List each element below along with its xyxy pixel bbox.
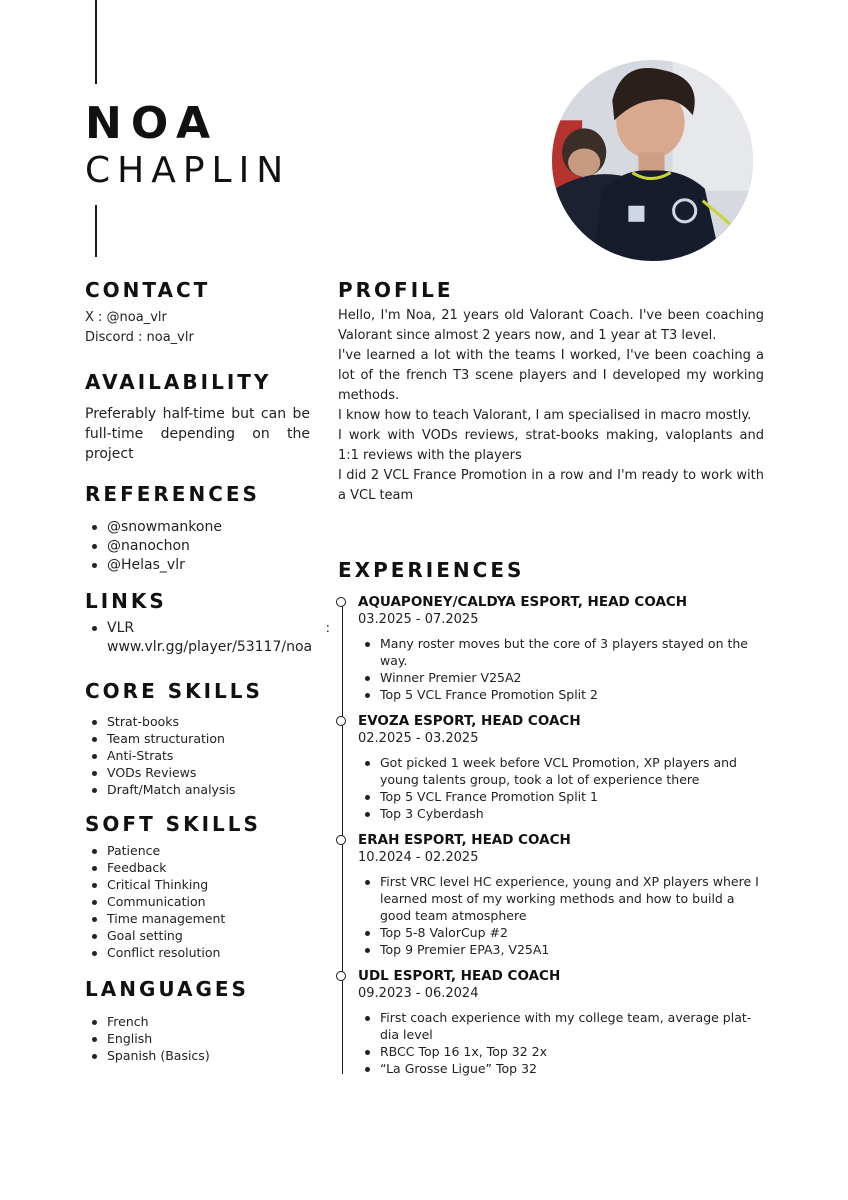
languages-heading: LANGUAGES (85, 977, 249, 1001)
references-heading: REFERENCES (85, 482, 260, 506)
experience-bullet: Top 5 VCL France Promotion Split 1 (358, 788, 764, 805)
links-section (85, 589, 330, 657)
soft-skill-item: Feedback (85, 859, 310, 876)
experience-bullets (358, 754, 764, 822)
experience-bullet: Many roster moves but the core of 3 players stayed on the way. (358, 635, 764, 669)
links-list (85, 619, 330, 657)
experience-entry (338, 713, 764, 822)
experience-title: EVOZA ESPORT, HEAD COACH (358, 713, 581, 729)
contact-x: X : @noa_vlr (85, 310, 167, 325)
reference-item: @nanochon (85, 537, 310, 556)
language-item: French (85, 1013, 310, 1030)
core-skills-list (85, 713, 310, 798)
link-label: VLR (107, 620, 135, 636)
soft-skill-item: Patience (85, 842, 310, 859)
experience-bullet: Top 5-8 ValorCup #2 (358, 924, 764, 941)
language-item: Spanish (Basics) (85, 1047, 310, 1064)
availability-heading: AVAILABILITY (85, 370, 272, 394)
soft-skills-heading: SOFT SKILLS (85, 812, 261, 836)
soft-skills-section (85, 812, 310, 961)
core-skills-heading: CORE SKILLS (85, 679, 263, 703)
soft-skills-list (85, 842, 310, 961)
profile-paragraph: I work with VODs reviews, strat-books making, valoplants and 1:1 reviews with the players (338, 428, 764, 463)
experience-bullet: First VRC level HC experience, young and XP players where I learned most of my working methods and how to build a good team atmosphere (358, 873, 764, 924)
profile-paragraph: Hello, I'm Noa, 21 years old Valorant Coach. I've been coaching Valorant since almost 2 years now, and 1 year at T3 level. (338, 308, 764, 343)
experiences-heading: EXPERIENCES (338, 558, 525, 582)
profile-photo (552, 60, 753, 261)
experience-bullet: Winner Premier V25A2 (358, 669, 764, 686)
core-skill-item: Draft/Match analysis (85, 781, 310, 798)
soft-skill-item: Conflict resolution (85, 944, 310, 961)
experience-bullets (358, 1009, 764, 1077)
soft-skill-item: Time management (85, 910, 310, 927)
experience-bullet: Top 5 VCL France Promotion Split 2 (358, 686, 764, 703)
experience-entry (338, 832, 764, 958)
experience-entry (338, 968, 764, 1077)
experience-title: UDL ESPORT, HEAD COACH (358, 968, 561, 984)
last-name: CHAPLIN (85, 150, 291, 191)
timeline-node-icon (336, 835, 346, 845)
decorative-line-top (95, 0, 97, 84)
core-skills-section (85, 679, 310, 798)
availability-section (85, 370, 310, 464)
experience-bullet: Top 9 Premier EPA3, V25A1 (358, 941, 764, 958)
contact-section (85, 278, 310, 348)
core-skill-item: Strat-books (85, 713, 310, 730)
reference-item: @Helas_vlr (85, 556, 310, 575)
availability-text: Preferably half-time but can be full-time depending on the project (85, 406, 310, 462)
experience-bullet: “La Grosse Ligue” Top 32 (358, 1060, 764, 1077)
experience-date: 09.2023 - 06.2024 (358, 986, 479, 1001)
core-skill-item: Team structuration (85, 730, 310, 747)
contact-heading: CONTACT (85, 278, 211, 302)
links-heading: LINKS (85, 589, 167, 613)
link-item-vlr[interactable] (85, 619, 330, 657)
profile-photo-illustration (552, 60, 753, 261)
link-url[interactable]: www.vlr.gg/player/53117/noa (107, 639, 313, 655)
references-section (85, 482, 310, 575)
experience-date: 10.2024 - 02.2025 (358, 850, 479, 865)
profile-paragraph: I've learned a lot with the teams I worked, I've been coaching a lot of the french T3 scene players and I developed my working methods. (338, 348, 764, 403)
languages-list (85, 1013, 310, 1064)
core-skill-item: Anti-Strats (85, 747, 310, 764)
right-column (338, 278, 764, 506)
experience-bullets (358, 873, 764, 958)
experience-bullets (358, 635, 764, 703)
experience-entry (338, 594, 764, 703)
experience-bullet: First coach experience with my college team, average plat-dia level (358, 1009, 764, 1043)
decorative-line-bottom (95, 205, 97, 257)
left-column (85, 278, 330, 1064)
first-name: NOA (85, 98, 220, 149)
reference-item: @snowmankone (85, 518, 310, 537)
soft-skill-item: Goal setting (85, 927, 310, 944)
core-skill-item: VODs Reviews (85, 764, 310, 781)
experience-bullet: Top 3 Cyberdash (358, 805, 764, 822)
timeline-node-icon (336, 597, 346, 607)
soft-skill-item: Critical Thinking (85, 876, 310, 893)
languages-section (85, 977, 310, 1064)
link-colon: : (325, 621, 330, 636)
experience-title: AQUAPONEY/CALDYA ESPORT, HEAD COACH (358, 594, 688, 610)
soft-skill-item: Communication (85, 893, 310, 910)
timeline-node-icon (336, 716, 346, 726)
profile-section (338, 278, 764, 506)
contact-discord: Discord : noa_vlr (85, 330, 194, 345)
experience-bullet: Got picked 1 week before VCL Promotion, XP players and young talents group, took a lot of experience there (358, 754, 764, 788)
experience-date: 02.2025 - 03.2025 (358, 731, 479, 746)
experience-date: 03.2025 - 07.2025 (358, 612, 479, 627)
profile-paragraph: I know how to teach Valorant, I am specialised in macro mostly. (338, 408, 752, 423)
experience-title: ERAH ESPORT, HEAD COACH (358, 832, 571, 848)
profile-paragraph: I did 2 VCL France Promotion in a row and I'm ready to work with a VCL team (338, 468, 764, 503)
experience-bullet: RBCC Top 16 1x, Top 32 2x (358, 1043, 764, 1060)
experiences-section (338, 558, 764, 1077)
references-list (85, 518, 310, 575)
timeline-node-icon (336, 971, 346, 981)
profile-heading: PROFILE (338, 278, 454, 302)
language-item: English (85, 1030, 310, 1047)
